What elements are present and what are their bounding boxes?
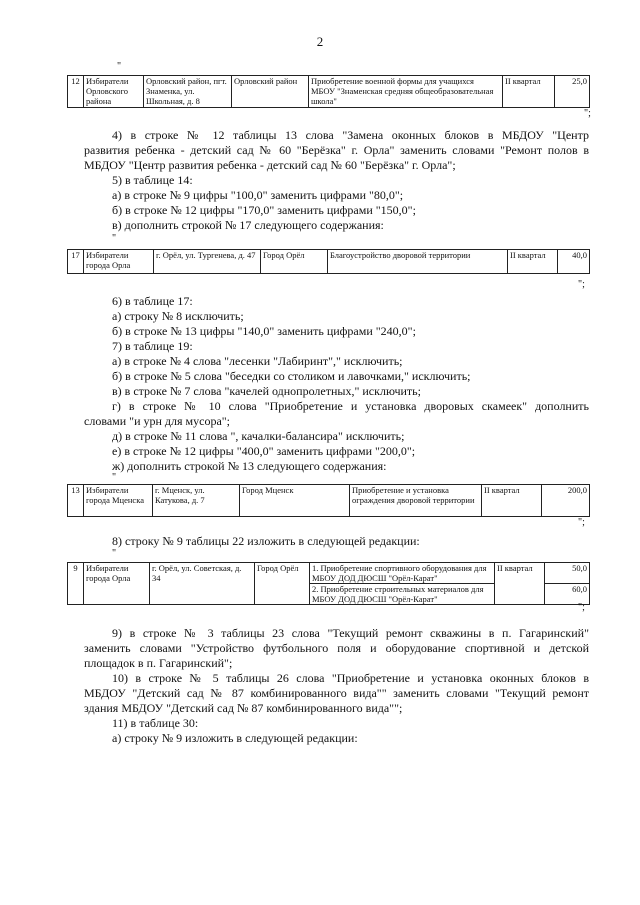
para-7-line-4: в) в строке № 7 слова "качелей однопролетных," исключить; xyxy=(112,384,421,398)
para-5-line-1: 5) в таблице 14: xyxy=(112,173,193,187)
para-11-line-1: 11) в таблице 30: xyxy=(112,716,199,730)
para-9-line-2: заменить словами "Устройство футбольного поля и оборудование спортивной и детской xyxy=(84,641,589,655)
cell-address: г. Орёл, ул. Советская, д. 34 xyxy=(150,563,255,605)
page-number: 2 xyxy=(316,34,324,49)
quote-open-3: " xyxy=(112,472,117,483)
cell-territory: Город Орёл xyxy=(261,250,328,274)
para-4-line-3: МБДОУ "Центр развития ребенка - детский сад № 60 "Берёзка" г. Орла"; xyxy=(84,158,456,172)
quote-close-1: "; xyxy=(584,108,591,119)
cell-no: 12 xyxy=(68,76,84,108)
cell-purpose-2: 2. Приобретение строительных материалов для МБОУ ДОД ДЮСШ "Орёл-Карат" xyxy=(310,584,495,605)
table-row-1 xyxy=(67,75,590,108)
para-8-line: 8) строку № 9 таблицы 22 изложить в следующей редакции: xyxy=(112,534,420,548)
para-6-line-3: б) в строке № 13 цифры "140,0" заменить цифрами "240,0"; xyxy=(112,324,416,338)
cell-period: II квартал xyxy=(503,76,555,108)
para-9-line-1: 9) в строке № 3 таблицы 23 слова "Текущий ремонт скважины в п. Гагаринский" xyxy=(112,626,589,640)
cell-org: Избиратели города Орла xyxy=(84,563,150,605)
para-10-line-2: МБДОУ "Детский сад № 87 комбинированного вида"" заменить словами "Текущий ремонт xyxy=(84,686,589,700)
cell-amount-1: 50,0 xyxy=(545,563,590,584)
para-10-line-3: здания МБДОУ "Детский сад № 87 комбинированного вида""; xyxy=(84,701,403,715)
cell-territory: Город Орёл xyxy=(255,563,310,605)
quote-open-2: " xyxy=(112,233,117,244)
para-9-line-3: площадок в п. Гагаринский"; xyxy=(84,656,233,670)
cell-period: II квартал xyxy=(508,250,558,274)
cell-address: Орловский район, пгт. Знаменка, ул. Школьная, д. 8 xyxy=(144,76,232,108)
quote-close-2: "; xyxy=(578,279,585,290)
cell-purpose-1: 1. Приобретение спортивного оборудования для МБОУ ДОД ДЮСШ "Орёл-Карат" xyxy=(310,563,495,584)
para-7g-line-1: г) в строке № 10 слова "Приобретение и установка дворовых скамеек" дополнить xyxy=(112,399,589,413)
para-7-line-1: 7) в таблице 19: xyxy=(112,339,193,353)
quote-close-3: "; xyxy=(578,517,585,528)
cell-no: 13 xyxy=(68,485,84,517)
cell-purpose: Благоустройство дворовой территории xyxy=(328,250,508,274)
cell-address: г. Мценск, ул. Катукова, д. 7 xyxy=(153,485,240,517)
quote-open-4: " xyxy=(112,548,117,559)
para-6-line-1: 6) в таблице 17: xyxy=(112,294,193,308)
cell-territory: Город Мценск xyxy=(240,485,350,517)
para-5-line-2: а) в строке № 9 цифры "100,0" заменить цифрами "80,0"; xyxy=(112,188,404,202)
cell-org: Избиратели города Орла xyxy=(84,250,154,274)
para-6-line-2: а) строку № 8 исключить; xyxy=(112,309,244,323)
para-7e-line: е) в строке № 12 цифры "400,0" заменить цифрами "200,0"; xyxy=(112,444,416,458)
cell-territory: Орловский район xyxy=(232,76,309,108)
para-10-line-1: 10) в строке № 5 таблицы 26 слова "Приобретение и установка оконных блоков в xyxy=(112,671,589,685)
cell-org: Избиратели города Мценска xyxy=(84,485,153,517)
para-4-line-2: развития ребенка - детский сад № 60 "Берёзка" г. Орла" заменить словами "Ремонт полов в xyxy=(84,143,589,157)
table-row-4 xyxy=(67,562,590,605)
para-11-line-2: а) строку № 9 изложить в следующей редакции: xyxy=(112,731,358,745)
cell-period: II квартал xyxy=(482,485,542,517)
para-5-line-4: в) дополнить строкой № 17 следующего содержания: xyxy=(112,218,384,232)
cell-amount-2: 60,0 xyxy=(545,584,590,605)
para-7-line-2: а) в строке № 4 слова "лесенки "Лабиринт"," исключить; xyxy=(112,354,403,368)
para-5-line-3: б) в строке № 12 цифры "170,0" заменить цифрами "150,0"; xyxy=(112,203,416,217)
para-7g-line-2: словами "и урн для мусора"; xyxy=(84,414,230,428)
para-7zh-line: ж) дополнить строкой № 13 следующего содержания: xyxy=(112,459,387,473)
para-7d-line-1: д) в строке № 11 слова ", качалки-балансира" исключить; xyxy=(112,429,405,443)
quote-close-4: "; xyxy=(578,602,585,613)
cell-amount: 25,0 xyxy=(555,76,590,108)
table-row-3 xyxy=(67,484,590,517)
para-4-line-1: 4) в строке № 12 таблицы 13 слова "Замена оконных блоков в МБДОУ "Центр xyxy=(112,128,589,142)
cell-purpose: Приобретение военной формы для учащихся МБОУ "Знаменская средняя общеобразовательная школа" xyxy=(309,76,503,108)
table-row-2 xyxy=(67,249,590,274)
cell-purpose: Приобретение и установка ограждения дворовой территории xyxy=(350,485,482,517)
cell-amount: 40,0 xyxy=(558,250,590,274)
quote-open-1: " xyxy=(117,61,122,72)
cell-address: г. Орёл, ул. Тургенева, д. 47 xyxy=(154,250,261,274)
para-7-line-3: б) в строке № 5 слова "беседки со столиком и лавочками," исключить; xyxy=(112,369,471,383)
cell-amount: 200,0 xyxy=(542,485,590,517)
cell-org: Избиратели Орловского района xyxy=(84,76,144,108)
cell-period: II квартал xyxy=(495,563,545,605)
cell-no: 17 xyxy=(68,250,84,274)
cell-no: 9 xyxy=(68,563,84,605)
